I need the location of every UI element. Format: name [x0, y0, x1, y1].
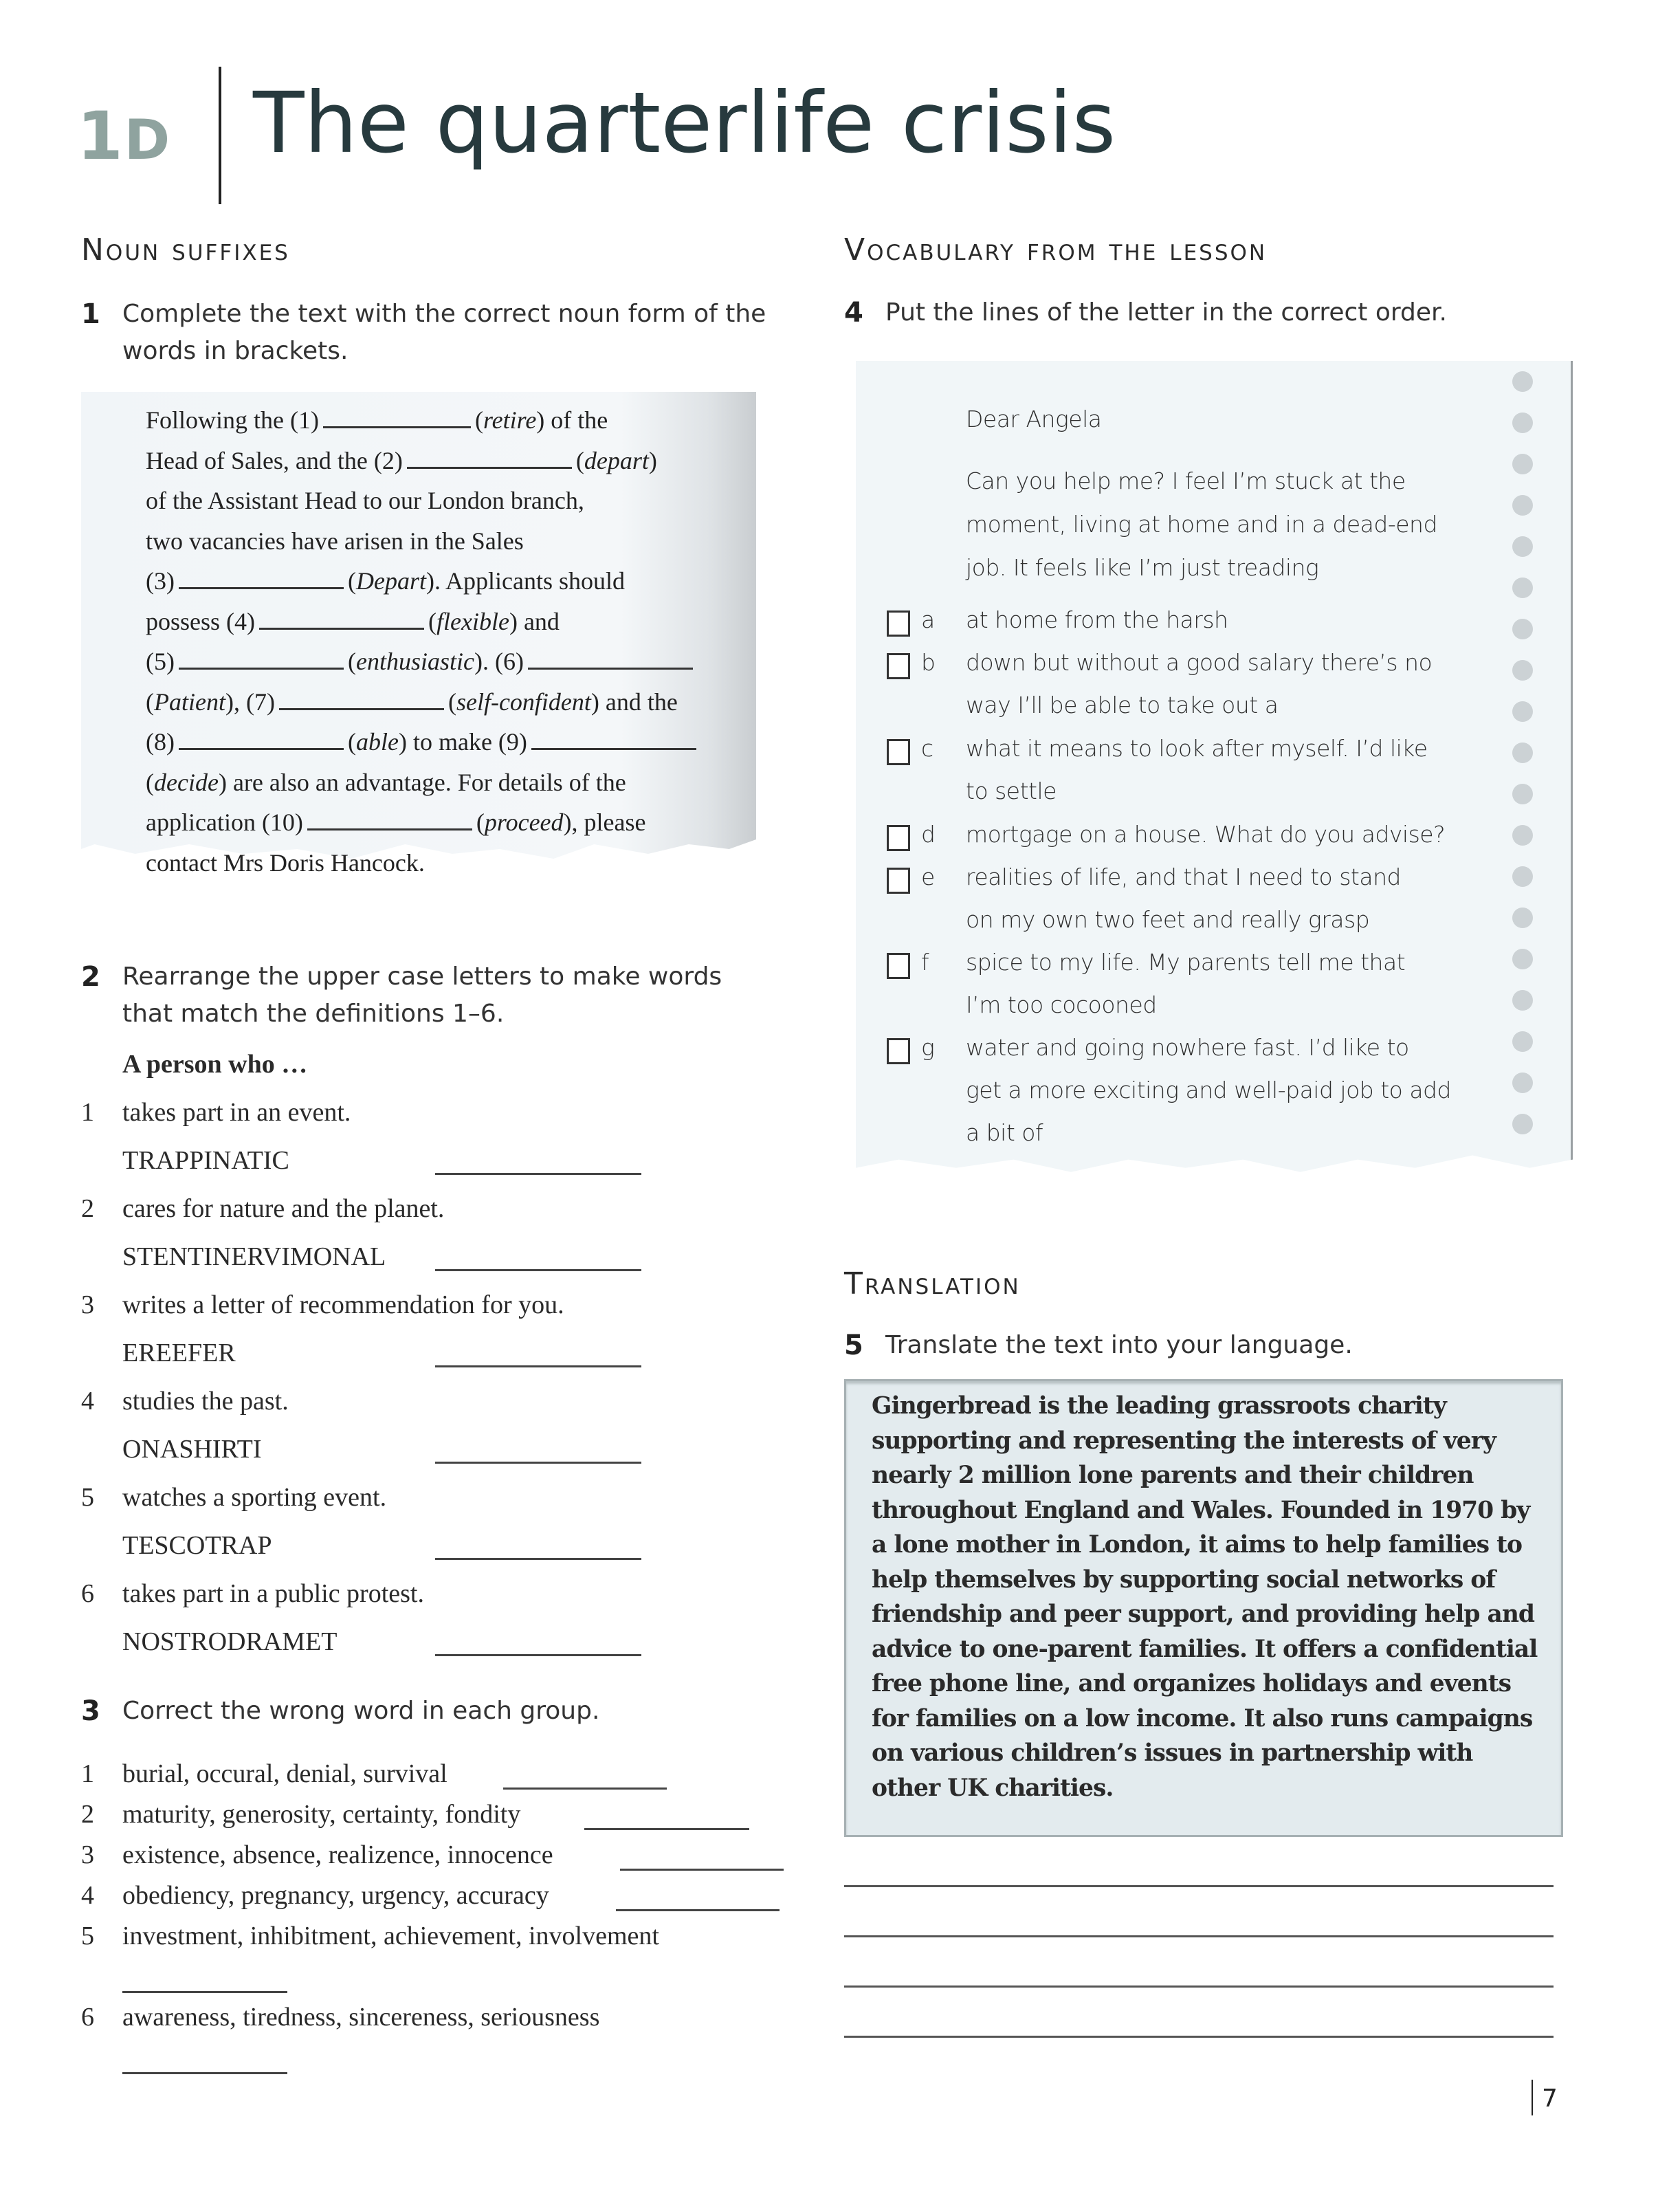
section-heading-translation: Translation [844, 1266, 1021, 1301]
checkbox-f[interactable] [887, 953, 910, 979]
ex1-instruction-text: Complete the text with the correct noun form of the words in brackets. [122, 300, 766, 365]
ex4-number: 4 [844, 297, 863, 329]
letter-opening-line-2: moment, living at home and in a dead-end [966, 511, 1437, 538]
ex2-definition-5: 5 watches a sporting event. [81, 1483, 387, 1512]
binder-holes [1512, 371, 1540, 1155]
ex2-definition-4: 4 studies the past. [81, 1387, 289, 1416]
ex1-blank-8[interactable] [179, 730, 344, 750]
letter-opening-line-3: job. It feels like I’m just treading [966, 554, 1319, 581]
ex2-instruction [81, 958, 769, 1033]
checkbox-e[interactable] [887, 868, 910, 894]
ex1-blank-6[interactable] [528, 650, 693, 670]
letter-opening-line-1: Can you help me? I feel I’m stuck at the [966, 468, 1406, 494]
ex2-number: 2 [81, 961, 100, 993]
option-c-line-2: to settle [966, 778, 1057, 804]
ex2-answer-2[interactable] [435, 1269, 641, 1271]
option-letter-e: e [921, 864, 935, 890]
unit-number: 1 [77, 98, 124, 175]
ex1-instruction [81, 296, 769, 370]
ex2-answer-5[interactable] [435, 1558, 641, 1560]
ex1-blank-5[interactable] [179, 650, 344, 670]
option-letter-d: d [921, 821, 936, 848]
ex3-answer-6[interactable] [122, 2072, 287, 2074]
translation-answer-line-4[interactable] [844, 2036, 1554, 2038]
ex3-answer-2[interactable] [584, 1828, 749, 1830]
ex1-blank-1[interactable] [323, 408, 471, 428]
checkbox-a[interactable] [887, 610, 910, 637]
ex2-scramble-2: STENTINERVIMONAL [81, 1242, 769, 1276]
ex2-definition-1: 1 takes part in an event. [81, 1098, 351, 1127]
title-divider [219, 67, 221, 204]
ex2-answer-6[interactable] [435, 1654, 641, 1656]
ex3-answer-5[interactable] [122, 1991, 287, 1993]
section-heading-vocabulary: Vocabulary from the lesson [844, 232, 1268, 267]
ex2-definition-3: 3 writes a letter of recommendation for you. [81, 1290, 564, 1319]
ex1-number: 1 [81, 298, 100, 330]
page-number: 7 [1542, 2084, 1558, 2113]
option-a-line-1: at home from the harsh [966, 606, 1228, 633]
option-e-line-2: on my own two feet and really grasp [966, 906, 1370, 933]
option-letter-g: g [921, 1034, 935, 1061]
ex1-passage: Following the (1) (retire) of the Head of Sales, and the (2) (depart) of the Assistant Head to our London branch, two vacancies have arisen in the Sales (3) (Depart). Applicants should possess (4) (flexible) and (5) (enthusiastic). (6) (Patient), (7) (self-confident) and the (8) (able) to make (9) (decide) are also an advantage. For details of the application (10) (proceed), please contact Mrs Doris Hancock. [146, 400, 751, 883]
ex1-blank-2[interactable] [407, 449, 572, 469]
ex2-definition-6: 6 takes part in a public protest. [81, 1579, 424, 1608]
option-d-line-1: mortgage on a house. What do you advise? [966, 821, 1446, 848]
unit-letter: D [124, 108, 172, 172]
option-f-line-2: I’m too cocooned [966, 991, 1157, 1018]
ex1-blank-3[interactable] [179, 569, 344, 589]
option-b-line-1: down but without a good salary there’s no [966, 649, 1433, 676]
ex5-instruction-text: Translate the text into your language. [885, 1331, 1353, 1359]
ex2-answer-4[interactable] [435, 1462, 641, 1464]
option-g-line-3: a bit of [966, 1119, 1043, 1146]
ex3-number: 3 [81, 1695, 100, 1727]
option-e-line-1: realities of life, and that I need to stand [966, 864, 1401, 890]
ex2-scramble-4: ONASHIRTI [81, 1434, 769, 1468]
ex5-number: 5 [844, 1330, 863, 1361]
ex1-blank-7[interactable] [279, 690, 444, 710]
option-letter-c: c [921, 735, 933, 762]
option-g-line-1: water and going nowhere fast. I’d like to [966, 1034, 1409, 1061]
option-g-line-2: get a more exciting and well-paid job to add [966, 1077, 1451, 1103]
ex3-answer-3[interactable] [620, 1869, 784, 1871]
ex4-instruction [844, 294, 1532, 331]
ex1-blank-4[interactable] [259, 610, 424, 630]
section-heading-noun-suffixes: Noun suffixes [81, 232, 290, 267]
ex3-answer-1[interactable] [503, 1788, 667, 1790]
ex1-blank-9[interactable] [531, 730, 696, 750]
translation-passage: Gingerbread is the leading grassroots charity supporting and representing the interests of very nearly 2 million lone parents and their children throughout England and Wales. Founded in 1970 by a lone mother in London, it aims to help families to help themselves by supporting social networks of friendship and peer support, and providing help and advice to one-parent families. It offers a confidential free phone line, and organizes holidays and events for families on a low income. It also runs campaigns on various children’s issues in partnership with other UK charities. [872, 1392, 1538, 1802]
option-f-line-1: spice to my life. My parents tell me that [966, 949, 1406, 976]
ex2-answer-1[interactable] [435, 1173, 641, 1175]
option-letter-f: f [921, 949, 929, 976]
ex4-instruction-text: Put the lines of the letter in the correct order. [885, 298, 1447, 327]
ex2-scramble-1: TRAPPINATIC [81, 1145, 769, 1180]
ex2-instruction-text: Rearrange the upper case letters to make words that match the definitions 1–6. [122, 962, 722, 1028]
ex2-scramble-6: NOSTRODRAMET [81, 1627, 769, 1661]
ex2-lead: A person who … [122, 1050, 308, 1079]
page-number-divider [1532, 2080, 1533, 2115]
ex3-answer-4[interactable] [616, 1909, 780, 1911]
ex3-instruction-text: Correct the wrong word in each group. [122, 1697, 600, 1725]
option-letter-b: b [921, 649, 936, 676]
ex5-instruction [844, 1327, 1532, 1364]
page-title: The quarterlife crisis [253, 74, 1116, 172]
ex3-instruction [81, 1693, 769, 1730]
option-b-line-2: way I’ll be able to take out a [966, 692, 1279, 718]
translation-answer-line-3[interactable] [844, 1986, 1554, 1988]
checkbox-c[interactable] [887, 739, 910, 765]
ex2-scramble-3: EREEFER [81, 1338, 769, 1372]
checkbox-d[interactable] [887, 825, 910, 851]
translation-answer-line-2[interactable] [844, 1935, 1554, 1937]
ex2-answer-3[interactable] [435, 1365, 641, 1367]
option-letter-a: a [921, 606, 935, 633]
ex1-blank-10[interactable] [307, 811, 472, 830]
unit-label [77, 98, 172, 175]
translation-answer-line-1[interactable] [844, 1885, 1554, 1887]
ex2-scramble-5: TESCOTRAP [81, 1530, 769, 1565]
option-c-line-1: what it means to look after myself. I’d like [966, 735, 1428, 762]
ex2-definition-2: 2 cares for nature and the planet. [81, 1194, 445, 1223]
letter-greeting: Dear Angela [966, 406, 1102, 432]
checkbox-g[interactable] [887, 1038, 910, 1064]
checkbox-b[interactable] [887, 653, 910, 679]
